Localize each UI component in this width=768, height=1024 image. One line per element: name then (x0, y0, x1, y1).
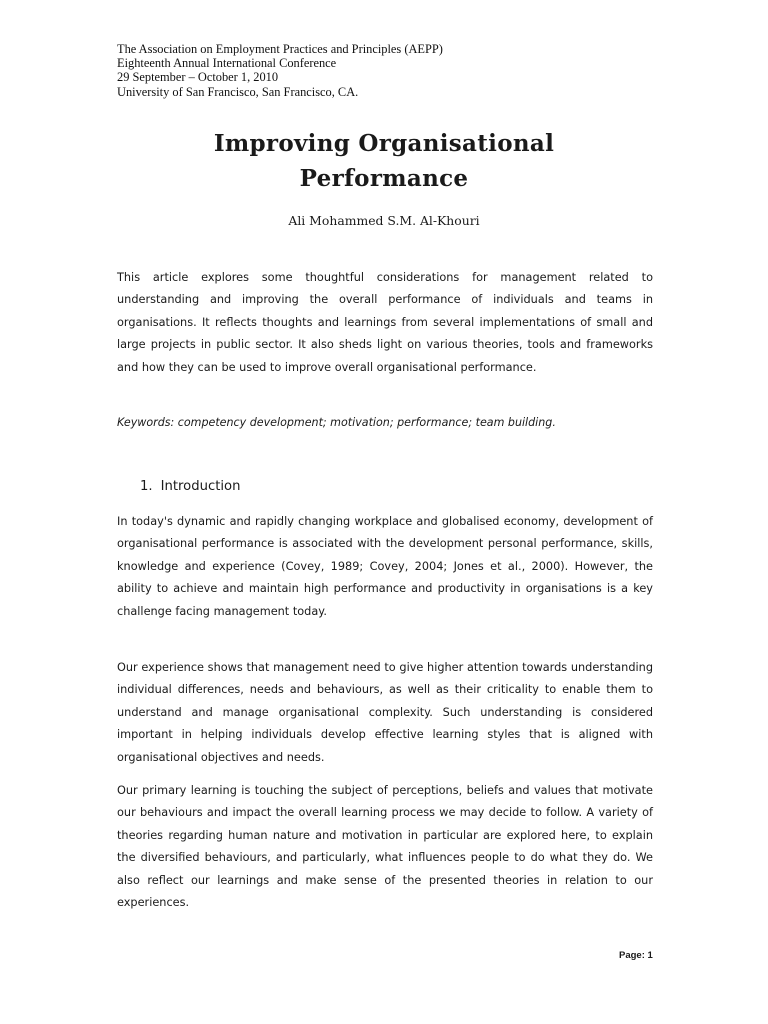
section-title: Introduction (160, 479, 241, 494)
paper-title-line-2: Performance (299, 165, 469, 192)
conference-title: Eighteenth Annual International Conference (117, 56, 337, 71)
paper-author: Ali Mohammed S.M. Al-Khouri (288, 213, 480, 228)
conference-venue: University of San Francisco, San Francisco, CA. (117, 84, 359, 99)
section-number: 1. (140, 479, 153, 494)
paper-title (0, 126, 768, 196)
body-paragraph: Our experience shows that management need to give higher attention towards understanding individual differences, needs and behaviours, as well as their criticality to enable them to understand and manage organisational complexity. Such understanding is considered important in helping individuals develop effective learning styles that is aligned with organisational objectives and needs. (117, 661, 653, 764)
body-paragraph: In today's dynamic and rapidly changing workplace and globalised economy, development of organisational performance is associated with the development personal performance, skills, knowledge and experience (Covey, 1989; Covey, 2004; Jones et al., 2000). However, the ability to achieve and maintain high performance and productivity in organisations is a key challenge facing management today. (117, 515, 653, 618)
conference-association: The Association on Employment Practices and Principles (AEPP) (117, 42, 443, 56)
page-number: Page: 1 (619, 950, 653, 961)
body-paragraph: Our primary learning is touching the subject of perceptions, beliefs and values that motivate our behaviours and impact the overall learning process we may decide to follow. A variety of theories regarding human nature and motivation in particular are explored here, to explain the diversified behaviours, and particularly, what influences people to do what they do. We also reflect our learnings and make sense of the presented theories in relation to our experiences. (117, 784, 653, 910)
paper-title-line-1: Improving Organisational (213, 130, 555, 157)
conference-header (117, 42, 677, 99)
abstract-paragraph: This article explores some thoughtful considerations for management related to understanding and improving the overall performance of individuals and teams in organisations. It reflects thoughts and learnings from several implementations of small and large projects in public sector. It also sheds light on various theories, tools and frameworks and how they can be used to improve overall organisational performance. (117, 271, 653, 374)
keywords-line: Keywords: competency development; motivation; performance; team building. (117, 416, 556, 429)
section-heading-introduction (140, 476, 240, 498)
conference-dates: 29 September – October 1, 2010 (117, 70, 279, 85)
